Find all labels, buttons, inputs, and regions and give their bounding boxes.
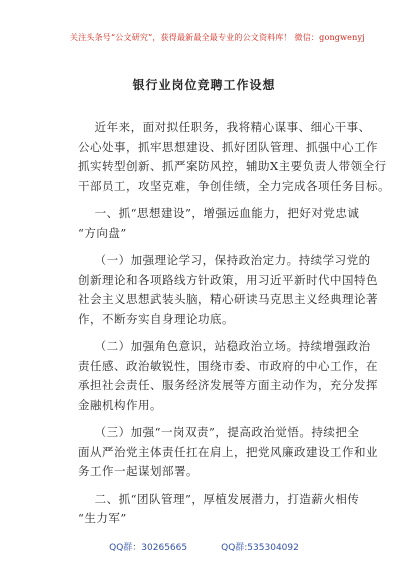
section-heading-line: “生力军” bbox=[78, 511, 127, 525]
promo-header: 关注头条号“公文研究”，获得最新最全最专业的公文资料库！ 微信：gongwenyj bbox=[70, 33, 365, 42]
body-line: 务工作一起谋划部署。 bbox=[78, 464, 198, 478]
qq-group-2: QQ群:535304092 bbox=[221, 543, 299, 553]
section-heading-line: 一、抓“思想建设”，增强远血能力，把好对党忠诚 bbox=[78, 206, 360, 220]
body-line: （三）加强“一岗双责”，提高政治觉悟。持续把全 bbox=[78, 425, 360, 439]
body-line: 抓实转型创新、抓严案防风控，辅助X主要负责人带领全行 bbox=[78, 159, 387, 173]
body-line: 作，不断夯实自身理论功底。 bbox=[78, 311, 234, 326]
body-line: 创新理论和各项路线方针政策，用习近平新时代中国特色 bbox=[78, 272, 378, 287]
body-line: 干部员工，攻坚克难，争创佳绩，全力完成各项任务目标。 bbox=[78, 178, 390, 193]
body-line: 近年来，面对拟任职务，我将精心谋事、细心干事、 bbox=[78, 120, 371, 134]
section-heading-line: “方向盘” bbox=[78, 225, 127, 240]
qq-group-1: QQ群：30265665 bbox=[109, 543, 188, 553]
body-line: 责任感、政治敏锐性，围绕市委、市政府的中心工作，在 bbox=[78, 358, 378, 373]
document-title: 银行业岗位竞聘工作设想 bbox=[132, 78, 276, 92]
body-line: 金融机构作用。 bbox=[78, 397, 162, 412]
body-line: （二）加强角色意识，站稳政治立场。持续增强政治 bbox=[78, 339, 371, 353]
body-line: 面从严治党主体责任扛在肩上，把党风廉政建设工作和业 bbox=[78, 444, 378, 459]
section-heading-line: 二、抓“团队管理”，厚植发展潜力，打造薪火相传 bbox=[78, 491, 360, 506]
document-body bbox=[78, 118, 390, 529]
body-line: 承担社会责任、服务经济发展等方面主动作为，充分发挥 bbox=[78, 378, 378, 392]
body-line: 公心处事，抓牢思想建设、抓好团队管理、抓强中心工作 bbox=[78, 139, 378, 154]
body-line: （一）加强理论学习，保持政治定力。持续学习党的 bbox=[78, 253, 371, 267]
body-line: 社会主义思想武装头脑，精心研读马克思主义经典理论著 bbox=[78, 292, 378, 306]
contact-footer bbox=[0, 540, 408, 553]
